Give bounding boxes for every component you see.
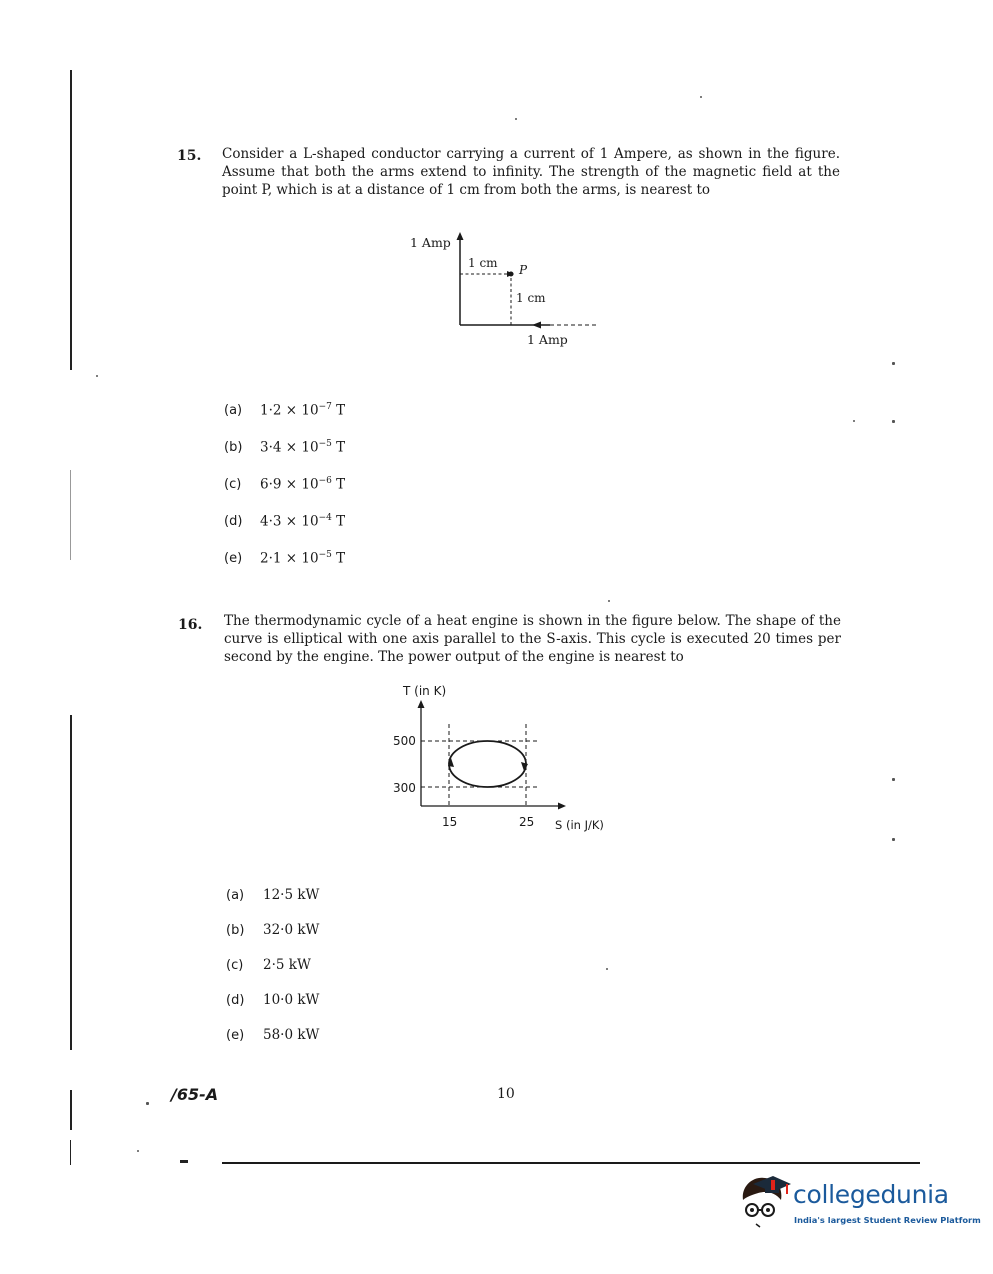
scan-speck — [606, 968, 608, 970]
option-row[interactable] — [224, 513, 424, 533]
option-label: (c) — [226, 958, 244, 973]
option-value — [260, 439, 345, 456]
option-mantissa: 4·3 — [260, 513, 282, 530]
x-tick-15: 15 — [442, 815, 458, 829]
option-row[interactable] — [224, 439, 424, 459]
scan-speck — [146, 1102, 149, 1105]
y-tick-500: 500 — [393, 734, 416, 748]
option-mantissa: 1·2 — [260, 402, 282, 419]
distance-label-vertical: 1 cm — [516, 291, 546, 305]
distance-label-horizontal: 1 cm — [468, 256, 498, 270]
option-mantissa: 6·9 — [260, 476, 282, 493]
x-tick-25: 25 — [519, 815, 535, 829]
paper-code: /65-A — [171, 1085, 219, 1104]
scan-speck — [892, 778, 895, 781]
option-mantissa: 3·4 — [260, 439, 282, 456]
question-15-text: Consider a L-shaped conductor carrying a current of 1 Ampere, as shown in the figure. Assume that both the arms extend to infinity. The strength of the magnetic field at the point P, which is at a distance of 1 cm from both the arms, is nearest to — [222, 146, 840, 198]
option-unit: T — [336, 402, 346, 419]
option-label: (e) — [224, 551, 243, 566]
t-s-cycle-diagram — [385, 684, 625, 834]
x-axis-arrow-icon — [558, 803, 566, 810]
option-row[interactable] — [224, 402, 424, 422]
option-exponent: −7 — [318, 402, 332, 412]
cycle-ellipse — [449, 741, 526, 787]
scan-speck — [700, 96, 702, 98]
option-base: 10 — [301, 476, 319, 493]
option-exponent: −5 — [318, 550, 332, 560]
times-sign: × — [285, 439, 298, 456]
option-label: (d) — [226, 993, 245, 1008]
option-label: (b) — [226, 923, 245, 938]
current-label-top: 1 Amp — [410, 235, 451, 250]
scan-speck — [515, 118, 517, 120]
option-unit: T — [336, 513, 346, 530]
current-arrow-up-icon — [457, 232, 464, 240]
point-p-label: P — [519, 263, 528, 277]
option-row[interactable] — [226, 887, 406, 907]
times-sign: × — [285, 402, 298, 419]
collegedunia-logo-icon — [735, 1172, 793, 1230]
option-row[interactable] — [224, 476, 424, 496]
times-sign: × — [285, 476, 298, 493]
option-exponent: −5 — [318, 439, 332, 449]
option-base: 10 — [301, 402, 319, 419]
times-sign: × — [285, 550, 298, 567]
question-16-text: The thermodynamic cycle of a heat engine is shown in the figure below. The shape of the curve is elliptical with one axis parallel to the S-axis. This cycle is executed 20 times per second by the engine. The power output of the engine is nearest to — [224, 613, 841, 665]
option-unit: T — [336, 476, 346, 493]
option-row[interactable] — [226, 1027, 406, 1047]
option-value — [260, 550, 345, 567]
watermark-brand: collegedunia — [793, 1180, 949, 1209]
option-base: 10 — [301, 439, 319, 456]
option-value: 58·0 kW — [263, 1027, 320, 1043]
scan-speck — [853, 420, 855, 422]
option-mantissa: 2·1 — [260, 550, 282, 567]
y-axis-arrow-icon — [418, 700, 425, 708]
option-label: (e) — [226, 1028, 245, 1043]
scan-speck — [892, 838, 895, 841]
option-unit: T — [336, 439, 346, 456]
margin-line-bottom — [70, 1090, 72, 1130]
question-16-figure — [385, 684, 625, 834]
option-value — [260, 476, 345, 493]
option-base: 10 — [301, 550, 319, 567]
question-15-figure — [400, 228, 610, 353]
scan-speck — [608, 600, 610, 602]
option-value: 10·0 kW — [263, 992, 320, 1008]
current-label-bottom: 1 Amp — [527, 332, 568, 347]
option-exponent: −4 — [318, 513, 332, 523]
scan-speck — [892, 362, 895, 365]
option-base: 10 — [301, 513, 319, 530]
scan-speck — [96, 375, 98, 377]
scan-speck — [137, 1150, 139, 1152]
option-unit: T — [336, 550, 346, 567]
margin-line-faint — [70, 470, 71, 560]
margin-line-middle — [70, 715, 72, 1050]
option-value: 12·5 kW — [263, 887, 320, 903]
option-value: 32·0 kW — [263, 922, 320, 938]
option-row[interactable] — [226, 922, 406, 942]
option-label: (a) — [224, 403, 243, 418]
page-number: 10 — [497, 1086, 515, 1102]
option-row[interactable] — [224, 550, 424, 570]
y-axis-label: T (in K) — [403, 684, 447, 698]
y-tick-300: 300 — [393, 781, 416, 795]
option-label: (d) — [224, 514, 243, 529]
option-value — [260, 402, 345, 419]
collegedunia-watermark — [735, 1172, 981, 1232]
option-label: (b) — [224, 440, 243, 455]
x-axis-label: S (in J/K) — [555, 818, 604, 832]
times-sign: × — [285, 513, 298, 530]
scan-speck — [892, 420, 895, 423]
margin-line-lowest — [70, 1140, 71, 1165]
watermark-tagline: India's largest Student Review Platform — [794, 1215, 981, 1225]
question-16-number: 16. — [178, 617, 203, 633]
option-row[interactable] — [226, 992, 406, 1012]
cycle-direction-arrow-icon — [521, 762, 528, 771]
footer-rule — [222, 1162, 920, 1164]
scan-mark — [180, 1160, 188, 1163]
question-15-number: 15. — [177, 148, 202, 164]
point-p-marker — [509, 272, 514, 277]
current-arrow-left-icon — [532, 322, 541, 329]
option-label: (c) — [224, 477, 242, 492]
option-value: 2·5 kW — [263, 957, 311, 973]
option-exponent: −6 — [318, 476, 332, 486]
option-row[interactable] — [226, 957, 406, 977]
option-value — [260, 513, 345, 530]
option-label: (a) — [226, 888, 245, 903]
margin-line-top — [70, 70, 72, 370]
